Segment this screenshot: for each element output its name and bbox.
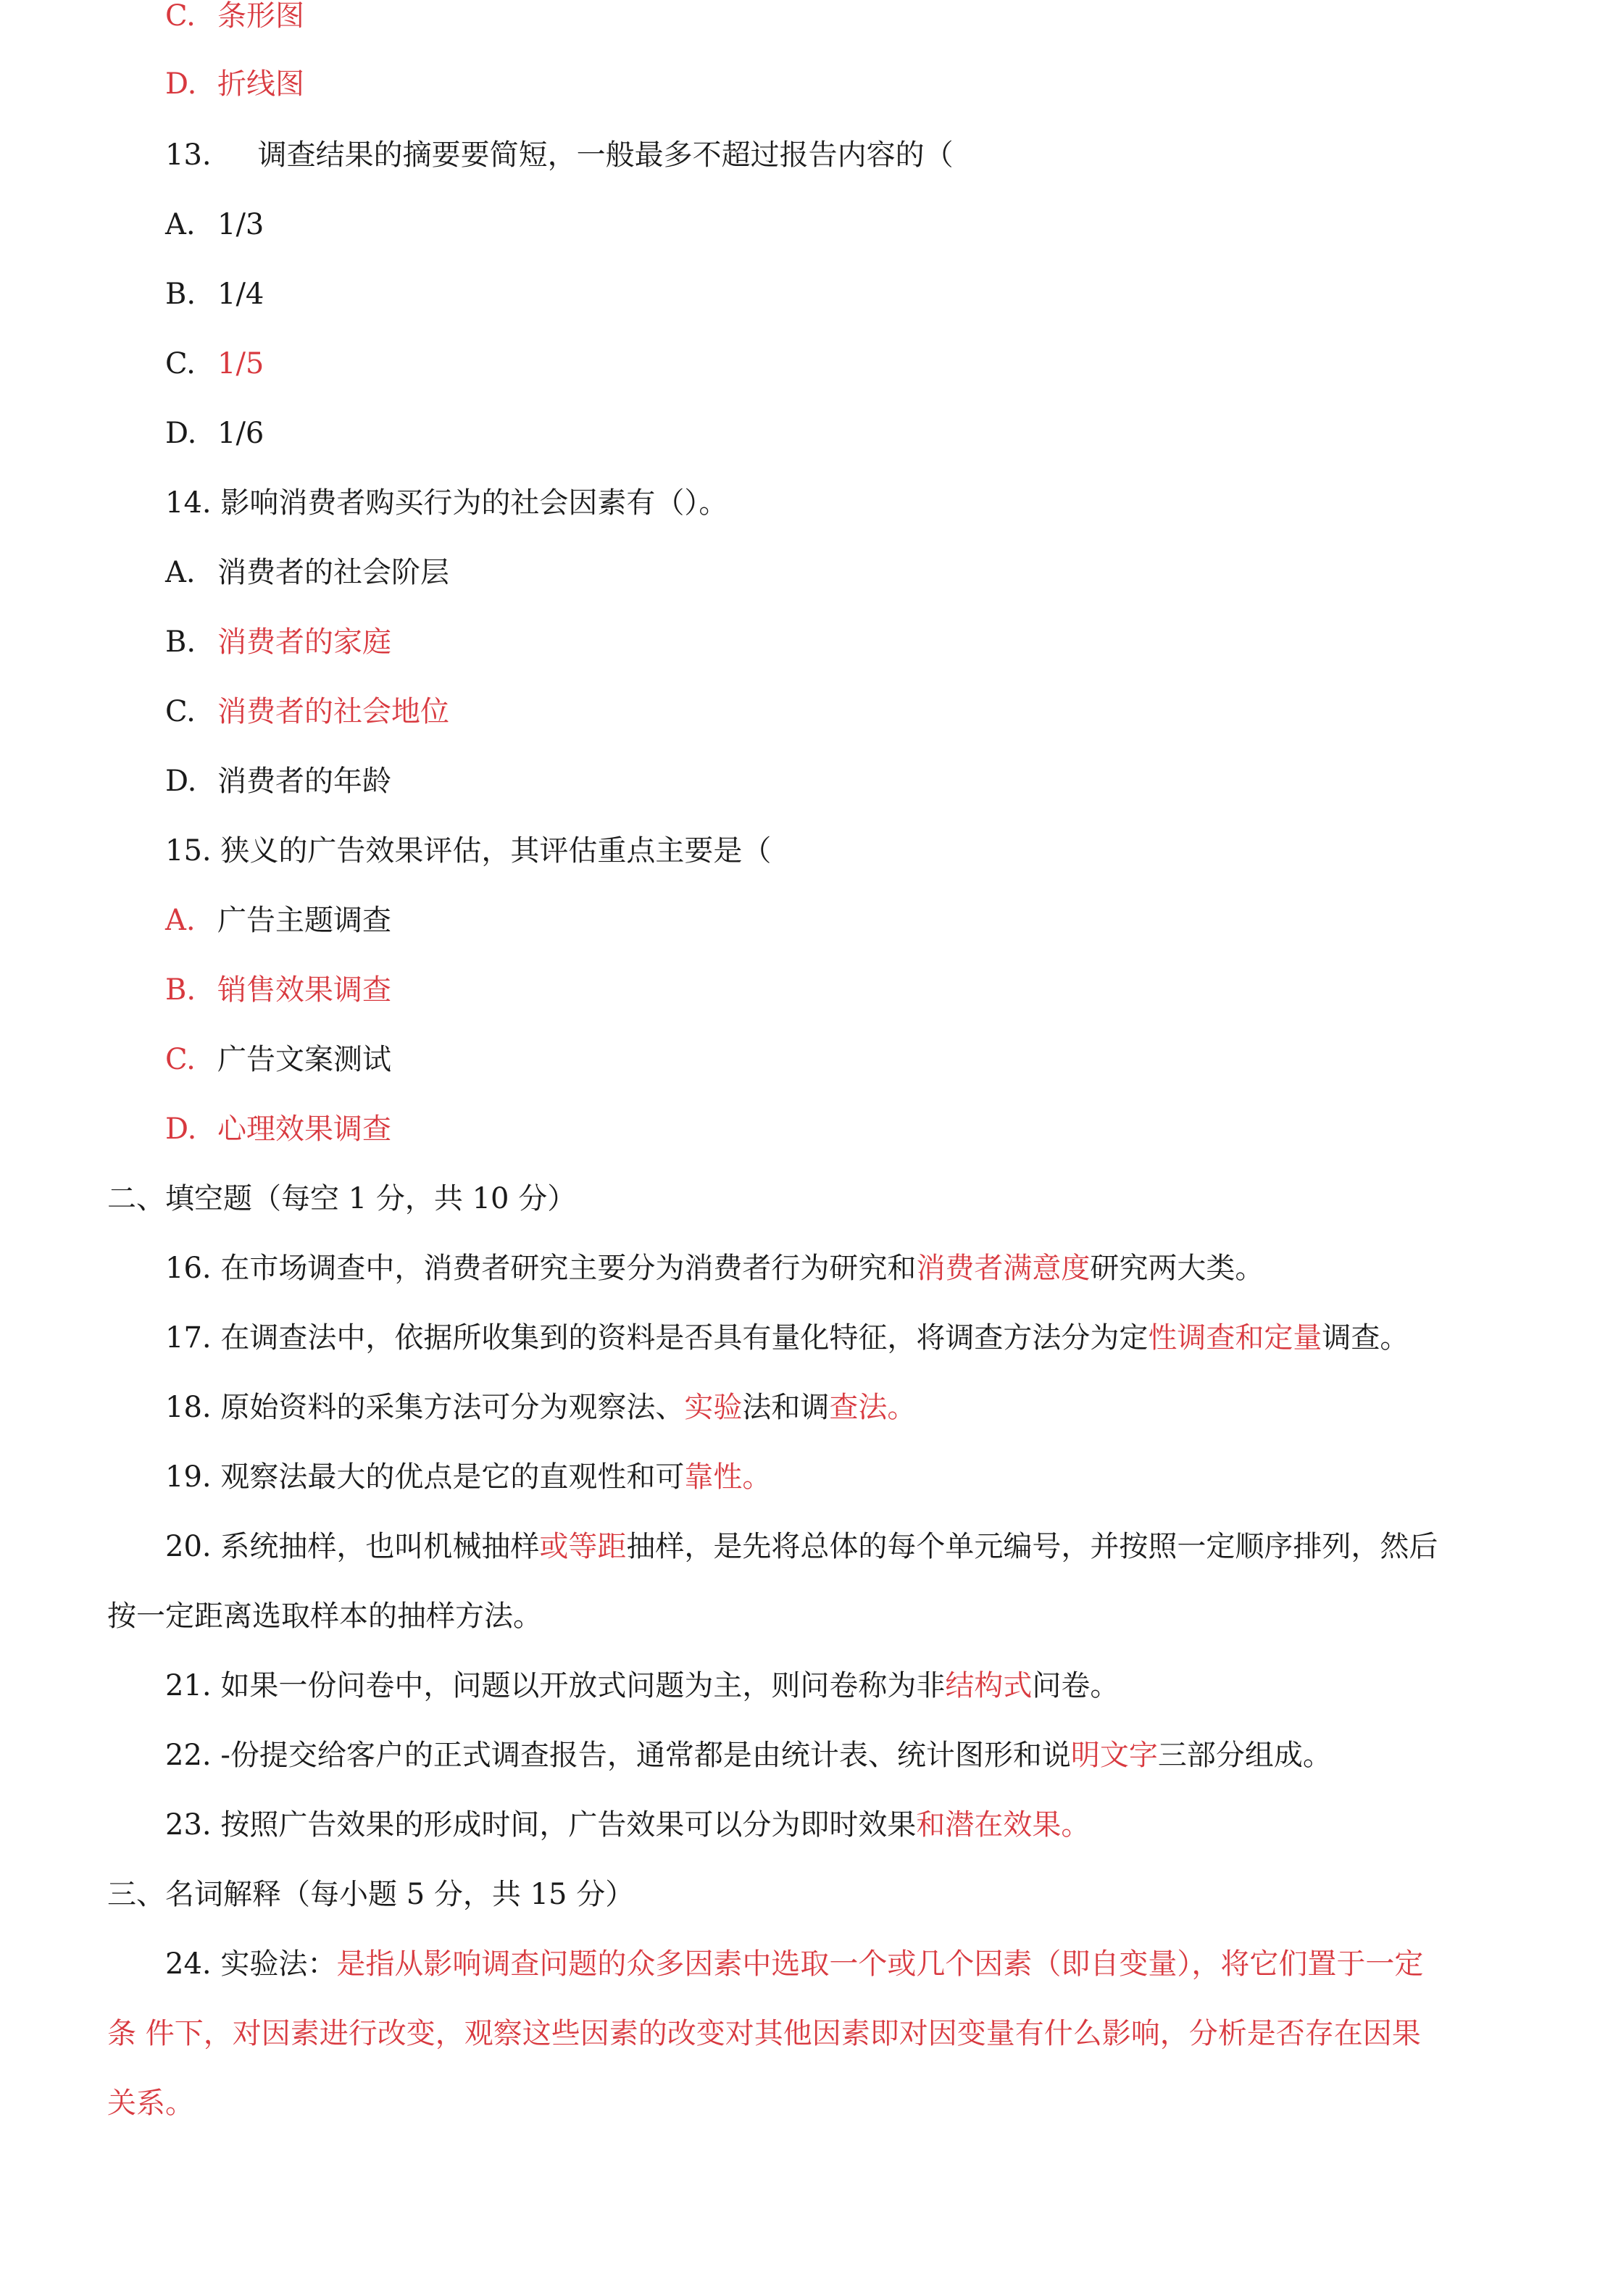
fill-question-19: 19. 观察法最大的优点是它的直观性和可靠性。 [165,1460,772,1494]
option-d: D. 折线图 [165,67,304,101]
option-d: D. 心理效果调查 [165,1112,391,1146]
option-c: C. 1/5 [165,347,264,380]
option-c: C. 消费者的社会地位 [165,695,449,728]
section-heading: 二、填空题（每空 1 分，共 10 分） [107,1182,577,1215]
option-a: A. 广告主题调查 [165,904,391,937]
definition-answer-line: 条 件下，对因素进行改变，观察这些因素的改变对其他因素即对因变量有什么影响，分析是否存在因果 [107,2017,1421,2050]
option-b: B. 1/4 [165,278,264,311]
fill-question-21: 21. 如果一份问卷中，问题以开放式问题为主，则问卷称为非结构式问卷。 [165,1669,1120,1702]
fill-question-18: 18. 原始资料的采集方法可分为观察法、实验法和调查法。 [165,1391,917,1424]
fill-question-23: 23. 按照广告效果的形成时间，广告效果可以分为即时效果和潜在效果。 [165,1808,1091,1842]
option-a: A. 1/3 [165,208,264,241]
question-14: 14. 影响消费者购买行为的社会因素有（）。 [165,486,728,520]
option-c: C. 广告文案测试 [165,1043,391,1076]
fill-question-20-continued: 按一定距离选取样本的抽样方法。 [107,1600,542,1633]
option-c: C. 条形图 [165,0,304,33]
fill-question-20: 20. 系统抽样，也叫机械抽样或等距抽样，是先将总体的每个单元编号，并按照一定顺序排列，然后 [165,1530,1438,1563]
question-15: 15. 狭义的广告效果评估，其评估重点主要是（ [165,834,772,868]
fill-question-16: 16. 在市场调查中，消费者研究主要分为消费者行为研究和消费者满意度研究两大类。 [165,1252,1264,1285]
definition-question-24: 24. 实验法：是指从影响调查问题的众多因素中选取一个或几个因素（即自变量），将它们置于一定 [165,1947,1424,1981]
definition-answer-line: 关系。 [107,2087,194,2120]
fill-question-17: 17. 在调查法中，依据所收集到的资料是否具有量化特征，将调查方法分为定性调查和定量调查。 [165,1321,1409,1355]
option-b: B. 销售效果调查 [165,973,391,1007]
option-d: D. 消费者的年龄 [165,765,391,798]
question-13: 13. 调查结果的摘要要简短，一般最多不超过报告内容的（ [165,138,954,172]
fill-question-22: 22. -份提交给客户的正式调查报告，通常都是由统计表、统计图形和说明文字三部分组成。 [165,1739,1332,1772]
option-a: A. 消费者的社会阶层 [165,556,449,589]
option-d: D. 1/6 [165,417,264,450]
section-heading: 三、名词解释（每小题 5 分，共 15 分） [107,1878,635,1911]
option-b: B. 消费者的家庭 [165,625,391,659]
